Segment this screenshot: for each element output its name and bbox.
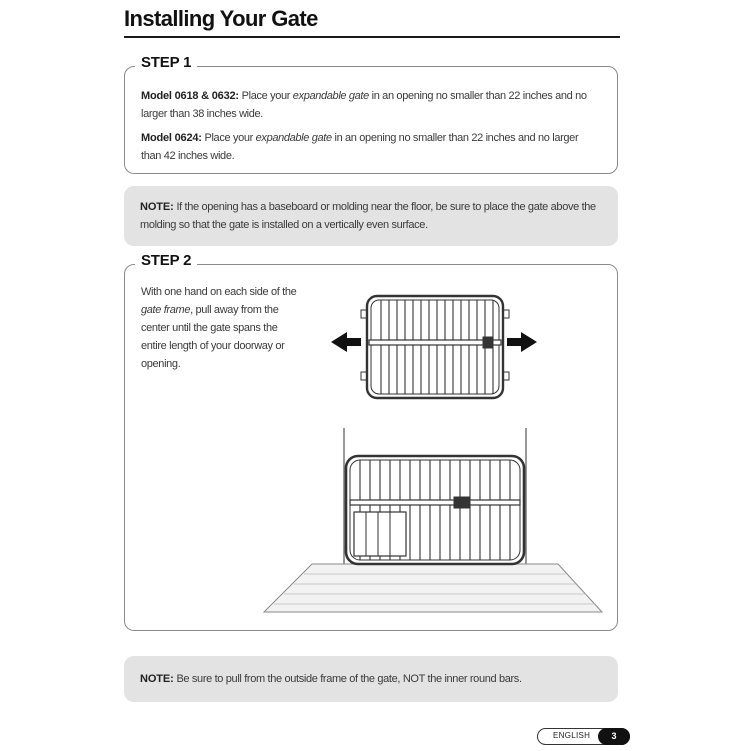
step2-instruction-text (141, 283, 299, 373)
step1-label: STEP 1 (135, 54, 197, 71)
footer-language-pill (537, 728, 630, 745)
p1-emphasis: expandable gate (292, 90, 369, 102)
gate-installed-illustration (262, 424, 606, 618)
page-number: 3 (598, 728, 630, 745)
p2-text-a: Place your (201, 132, 256, 144)
note2-text: Be sure to pull from the outside frame of the gate, NOT the inner round bars. (173, 673, 522, 685)
step2-text-a: With one hand on each side of the (141, 286, 297, 298)
step2-emphasis: gate frame (141, 304, 191, 316)
page-title: Installing Your Gate (124, 6, 318, 31)
step2-label: STEP 2 (135, 252, 197, 269)
step1-model-0624-text (141, 129, 597, 165)
p2-emphasis: expandable gate (255, 132, 332, 144)
step2-text-b: , pull away from the center until the gate spans the entire length of your doorway or opening. (141, 304, 285, 370)
p1-text-a: Place your (238, 90, 293, 102)
gate-pull-illustration (325, 288, 545, 406)
model-0624-label: Model 0624: (141, 132, 202, 144)
note2-label: NOTE: (140, 673, 174, 685)
step1-box (124, 54, 618, 174)
note1-label: NOTE: (140, 201, 174, 213)
left-pull-arrow (331, 332, 361, 352)
gate-frame-top (361, 296, 509, 398)
floor (264, 564, 602, 612)
model-0618-0632-label: Model 0618 & 0632: (141, 90, 239, 102)
title-rule (124, 36, 620, 38)
note1-text: If the opening has a baseboard or molding near the floor, be sure to place the gate above the molding so that the gate is installed on a vertically even surface. (140, 201, 596, 231)
footer-language: ENGLISH (553, 731, 591, 740)
note-baseboard (124, 186, 618, 246)
gate-frame-installed (346, 456, 524, 564)
right-pull-arrow (507, 332, 537, 352)
p2-text-b: in an opening no smaller than 22 inches and no larger than 42 inches wide. (141, 132, 579, 162)
step1-model-0618-0632-text (141, 87, 597, 123)
note-pull-outside-frame (124, 656, 618, 702)
p1-text-b: in an opening no smaller than 22 inches and no larger than 38 inches wide. (141, 90, 587, 120)
